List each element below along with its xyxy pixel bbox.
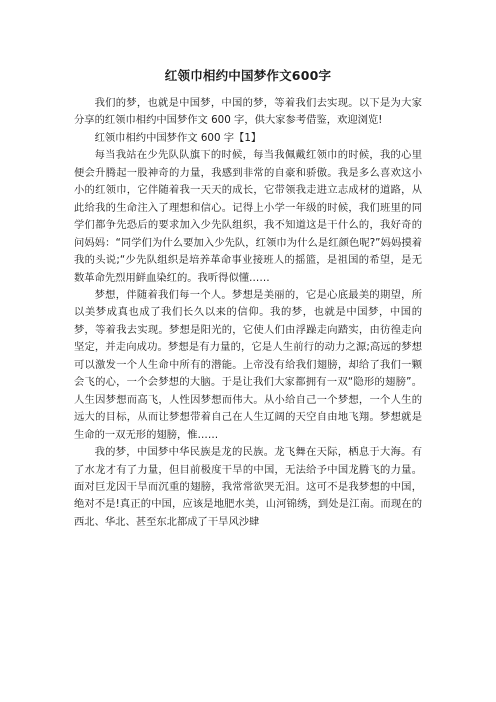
body-paragraph: 每当我站在少先队队旗下的时候，每当我佩戴红领巾的时候，我的心里便会升腾起一股神奇的力量，我感到非常的自豪和骄傲。我是多么喜欢这小小的红领巾，它伴随着我一天天的成长，它带领我走进立志成材的道路，从此给我的生命注入了理想和信心。记得上小学一年级的时候，我们班里的同学们都争先恐后的要求加入少先队组织，我不知道这是干什么的，我好奇的问妈妈：“同学们为什么要加入少先队，红领巾为什么是红颜色呢?”妈妈摸着我的头说;“少先队组织是培养革命事业接班人的摇篮，是祖国的希望，是无数革命先烈用鲜血染红的。我听得似懂……: [74, 149, 422, 284]
document-title: 红领巾相约中国梦作文600字: [164, 68, 332, 83]
document-body: [74, 95, 422, 531]
intro-paragraph: 我们的梦，也就是中国梦，中国的梦，等着我们去实现。以下是为大家分享的红领巾相约中国梦作文 600 字，供大家参考借鉴，欢迎浏览!: [74, 97, 422, 127]
section-heading: 红领巾相约中国梦作文 600 字【1】: [94, 131, 262, 144]
body-paragraph: 梦想，伴随着我们每一个人。梦想是美丽的，它是心底最美的期望，所以美梦成真也成了我们长久以来的信仰。我的梦，也就是中国梦，中国的梦，等着我去实现。梦想是阳光的，它使人们由浮躁走向踏实，由彷徨走向坚定，并走向成功。梦想是有力量的，它是人生前行的动力之源;高远的梦想可以激发一个人生命中所有的潜能。上帝没有给我们翅膀，却给了我们一颗会飞的心，一个会梦想的大脑。于是让我们大家都拥有一双“隐形的翅膀”。人生因梦想而高飞，人性因梦想而伟大。从小给自己一个梦想，一个人生的远大的目标，从而让梦想带着自己在人生辽阔的天空自由地飞翔。梦想就是生命的一双无形的翅膀，惟……: [74, 288, 422, 441]
body-paragraph: 我的梦，中国梦中华民族是龙的民族。龙飞舞在天际，栖息于大海。有了水龙才有了力量，但目前极度干旱的中国，无法给予中国龙腾飞的力量。面对巨龙因干旱而沉重的翅膀，我常常欲哭无泪。这可不是我梦想的中国，绝对不是!真正的中国，应该是地肥水美，山河锦绣，到处是江南。而现在的西北、华北、甚至东北都成了干旱风沙肆: [74, 446, 422, 528]
